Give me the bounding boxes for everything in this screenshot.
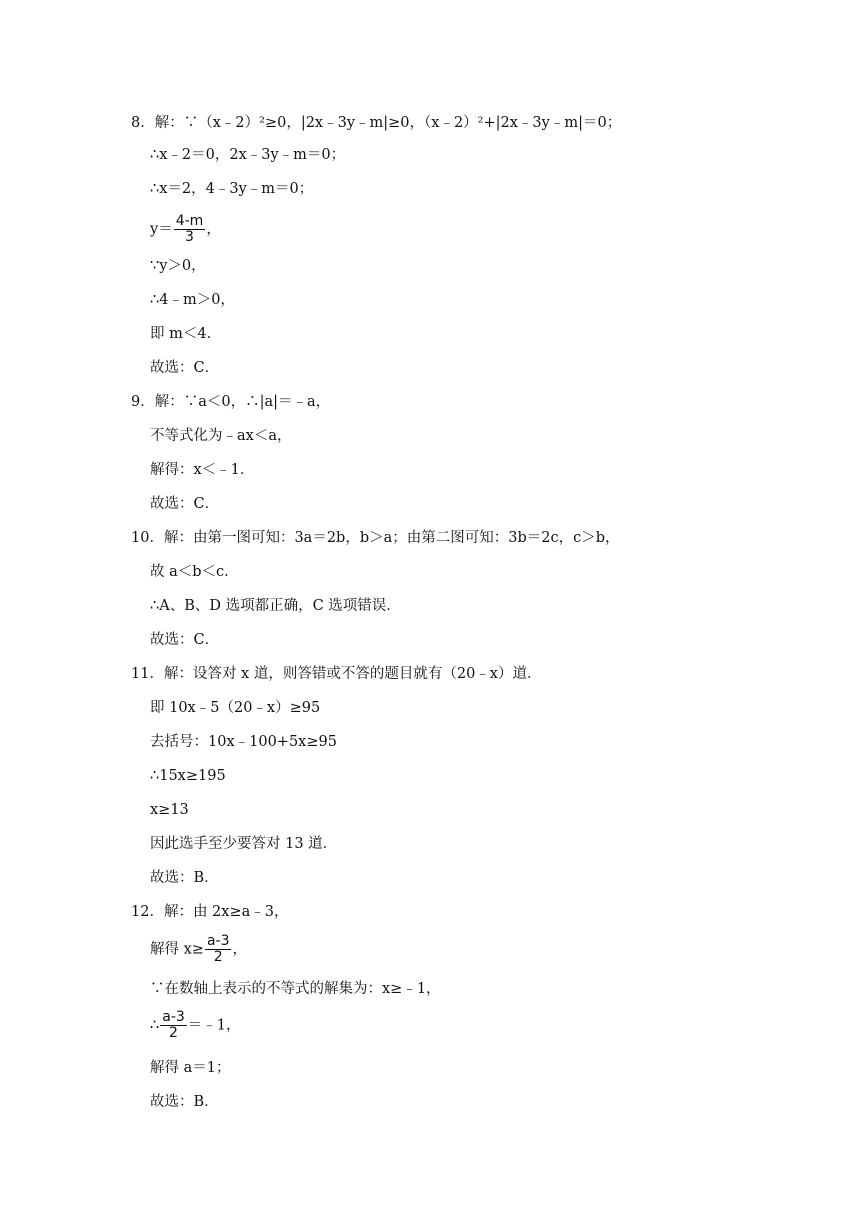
- text: ＝﹣1，: [187, 1017, 241, 1034]
- line-q12-step1: [150, 934, 247, 965]
- text: ∴: [150, 1017, 160, 1034]
- line-q8: 8．解：∵（x﹣2）²≥0，|2x﹣3y﹣m|≥0，（x﹣2）²+|2x﹣3y﹣m|＝0；: [131, 115, 622, 131]
- numerator: a-3: [206, 933, 230, 949]
- line-q8-step6: 即 m＜4．: [150, 326, 222, 342]
- line-q10-answer: 故选：C．: [150, 632, 220, 648]
- line-q10: 10．解：由第一图可知：3a＝2b，b＞a；由第二图可知：3b＝2c，c＞b，: [131, 530, 620, 546]
- line-q11-step2: 去括号：10x﹣100+5x≥95: [150, 734, 337, 750]
- line-q12-step4: 解得 a＝1；: [150, 1060, 231, 1076]
- denominator: 2: [169, 1025, 178, 1041]
- line-q8-step4: ∵y＞0，: [150, 258, 206, 274]
- fraction-a3-over-2: [160, 1010, 187, 1041]
- line-q8-step3: [150, 214, 221, 245]
- fraction-a3-over-2: [205, 934, 232, 965]
- line-q11-answer: 故选：B．: [150, 870, 219, 886]
- line-q12-step2: ∵在数轴上表示的不等式的解集为：x≥﹣1，: [150, 981, 441, 997]
- line-q11-step1: 即 10x﹣5（20﹣x）≥95: [150, 700, 321, 716]
- line-q11-step5: 因此选手至少要答对 13 道．: [150, 836, 338, 852]
- line-q8-step2: ∴x＝2，4﹣3y﹣m＝0；: [150, 181, 314, 197]
- denominator: 3: [185, 229, 194, 245]
- line-q10-step1: 故 a＜b＜c．: [150, 564, 239, 580]
- line-q12-answer: 故选：B．: [150, 1094, 219, 1110]
- line-q8-step1: ∴x﹣2＝0，2x﹣3y﹣m＝0；: [150, 147, 346, 163]
- line-q10-step2: ∴A、B、D 选项都正确，C 选项错误．: [150, 598, 401, 614]
- line-q8-step5: ∴4﹣m＞0，: [150, 292, 235, 308]
- line-q11-step4: x≥13: [150, 802, 189, 818]
- text: y＝: [150, 221, 173, 238]
- line-q9: 9．解：∵a＜0，∴|a|＝﹣a，: [131, 394, 331, 410]
- line-q12: 12．解：由 2x≥a﹣3，: [131, 904, 289, 920]
- text: ，: [206, 221, 221, 238]
- fraction-4m-over-3: [174, 214, 206, 245]
- numerator: a-3: [162, 1009, 185, 1025]
- denominator: 2: [213, 949, 223, 965]
- line-q9-answer: 故选：C．: [150, 496, 220, 512]
- text: 解得 x≥: [150, 941, 204, 958]
- line-q9-step1: 不等式化为﹣ax＜a，: [150, 428, 292, 444]
- line-q11-step3: ∴15x≥195: [150, 768, 226, 784]
- numerator: 4-m: [175, 213, 204, 229]
- line-q12-step3: [150, 1010, 241, 1041]
- line-q8-answer: 故选：C．: [150, 360, 220, 376]
- line-q9-step2: 解得：x＜﹣1．: [150, 462, 255, 478]
- line-q11: 11．解：设答对 x 道，则答错或不答的题目就有（20﹣x）道．: [131, 666, 542, 682]
- text: ，: [232, 941, 247, 958]
